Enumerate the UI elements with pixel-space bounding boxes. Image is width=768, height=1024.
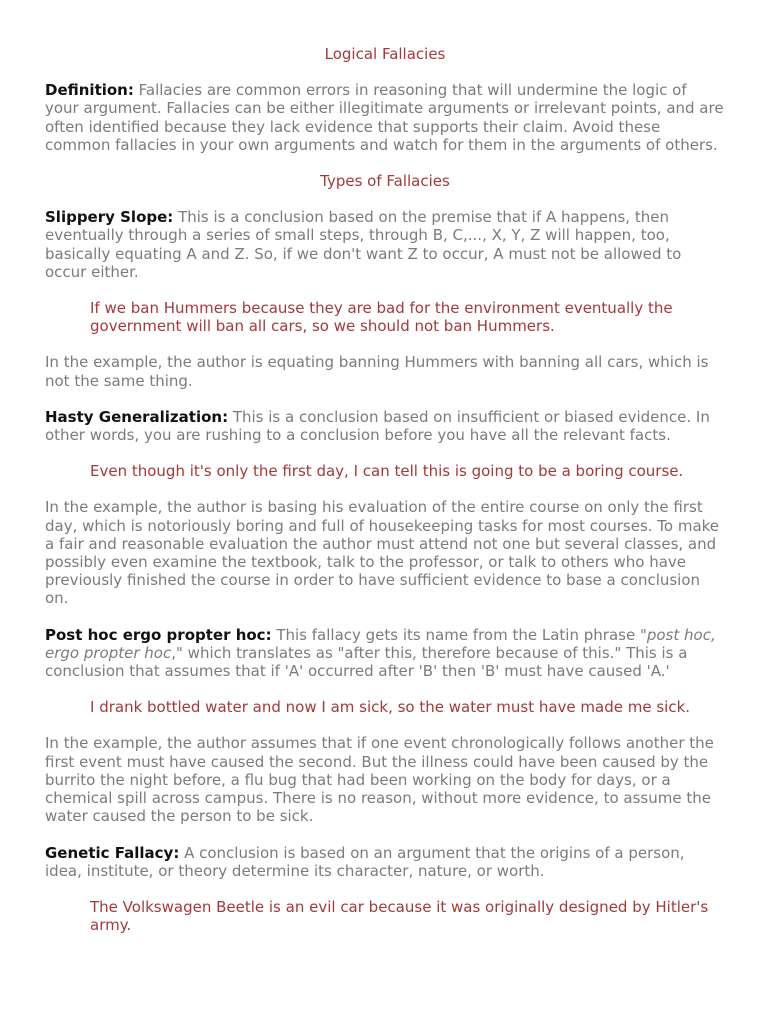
genetic-fallacy-term: Genetic Fallacy: xyxy=(45,843,180,862)
hasty-generalization-term: Hasty Generalization: xyxy=(45,407,229,426)
post-hoc-explanation: In the example, the author assumes that if one event chronologically follows another the first event must have caused the second. But the illness could have been caused by the burrito the night before, a flu bug that had been working on the body for days, or a chemical spill across campus. There is no reason, without more evidence, to assume the water caused the person to be sick. xyxy=(45,734,714,826)
genetic-fallacy-paragraph xyxy=(45,844,725,880)
post-hoc-example: I drank bottled water and now I am sick, so the water must have made me sick. xyxy=(90,698,691,717)
definition-term: Definition: xyxy=(45,81,134,100)
slippery-slope-explanation: In the example, the author is equating banning Hummers with banning all cars, which is not the same thing. xyxy=(45,353,709,390)
definition-text: Fallacies are common errors in reasoning that will undermine the logic of your argument. Fallacies can be either illegitimate arguments or irrelevant points, and are often identified because they lack evidence that supports their claim. Avoid these common fallacies in your own arguments and watch for them in the arguments of others. xyxy=(45,81,724,154)
hasty-generalization-example: Even though it's only the first day, I can tell this is going to be a boring course. xyxy=(90,462,684,481)
genetic-fallacy-example: The Volkswagen Beetle is an evil car because it was originally designed by Hitler's army. xyxy=(90,897,709,935)
slippery-slope-term: Slippery Slope: xyxy=(45,208,174,227)
document-title: Logical Fallacies xyxy=(324,45,446,63)
genetic-fallacy-text: A conclusion is based on an argument that the origins of a person, idea, institute, or theory determine its character, nature, or worth. xyxy=(45,843,685,880)
slippery-slope-paragraph xyxy=(45,208,725,281)
post-hoc-text-before: This fallacy gets its name from the Latin phrase " xyxy=(271,625,647,644)
section-title: Types of Fallacies xyxy=(320,172,450,191)
hasty-generalization-paragraph xyxy=(45,408,725,444)
hasty-generalization-text: This is a conclusion based on insufficient or biased evidence. In other words, you are rushing to a conclusion before you have all the relevant facts. xyxy=(45,407,710,445)
hasty-generalization-explanation: In the example, the author is basing his evaluation of the entire course on only the first day, which is notoriously boring and full of housekeeping tasks for most courses. To make a fair and reasonable evaluation the author must attend not one but several classes, and possibly even examine the textbook, talk to the professor, or talk to others who have previously finished the course in order to have sufficient evidence to base a conclusion on. xyxy=(45,498,720,608)
slippery-slope-text: This is a conclusion based on the premise that if A happens, then eventually through a series of small steps, through B, C,..., X, Y, Z will happen, too, basically equating A and Z. So, if we don't want Z to occur, A must not be allowed to occur either. xyxy=(45,208,682,281)
post-hoc-text-after: ," which translates as "after this, therefore because of this." This is a conclusion that assumes that if 'A' occurred after 'B' then 'B' must have caused 'A.' xyxy=(45,643,688,681)
slippery-slope-example: If we ban Hummers because they are bad for the environment eventually the government will ban all cars, so we should not ban Hummers. xyxy=(90,299,673,336)
post-hoc-latin-phrase: post hoc, ergo propter hoc xyxy=(45,625,716,662)
post-hoc-term: Post hoc ergo propter hoc: xyxy=(45,625,272,644)
document-page xyxy=(45,45,725,934)
post-hoc-paragraph xyxy=(45,626,725,681)
definition-paragraph xyxy=(45,81,725,154)
